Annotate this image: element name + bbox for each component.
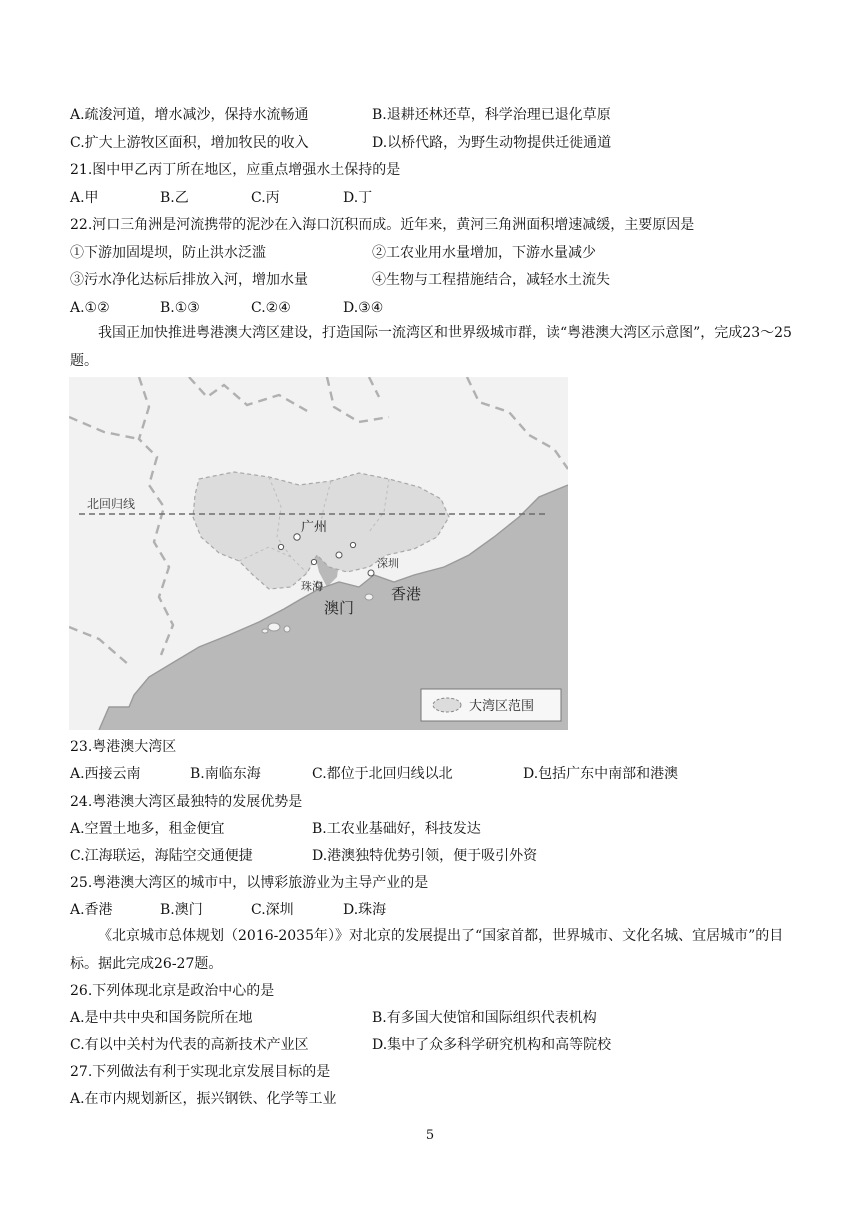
q24-option-d: D.港澳独特优势引领，便于吸引外资 [312,848,538,864]
question-21-stem: 21.图中甲乙丙丁所在地区，应重点增强水土保持的是 [70,162,401,178]
q22-option-c: C.②④ [251,300,291,316]
zhongshan-marker [311,559,316,564]
q26-option-d: D.集中了众多科学研究机构和高等院校 [372,1037,612,1053]
q24-option-c: C.江海联运，海陆空交通便捷 [70,848,253,864]
q27-option-a: A.在市内规划新区，振兴钢铁、化学等工业 [70,1091,337,1107]
shenzhen-label: 深圳 [377,557,399,570]
legend-label: 大湾区范围 [469,699,535,714]
q22-statement-1: ①下游加固堤坝，防止洪水泛滥 [70,245,266,261]
q26-option-b: B.有多国大使馆和国际组织代表机构 [372,1010,597,1026]
q21-option-d: D.丁 [343,190,373,206]
question-22-stem: 22.河口三角洲是河流携带的泥沙在入海口沉积而成。近年来，黄河三角洲面积增速减缓，主要原因是 [70,217,695,233]
q22-statement-4: ④生物与工程措施结合，减轻水土流失 [372,272,610,288]
q23-option-c: C.都位于北回归线以北 [312,766,453,782]
option-c: C.扩大上游牧区面积，增加牧民的收入 [70,135,309,151]
q26-option-c: C.有以中关村为代表的高新技术产业区 [70,1037,309,1053]
q24-option-b: B.工农业基础好，科技发达 [312,821,481,837]
q25-option-b: B.澳门 [160,902,203,918]
question-23-stem: 23.粤港澳大湾区 [70,739,177,755]
tropic-of-cancer-label: 北回归线 [87,497,136,511]
q23-option-b: B.南临东海 [190,766,261,782]
q22-option-d: D.③④ [343,300,384,316]
q25-option-d: D.珠海 [343,902,387,918]
page-number: 5 [425,1128,435,1143]
q23-option-a: A.西接云南 [70,766,141,782]
q22-statement-2: ②工农业用水量增加，下游水量减少 [372,245,596,261]
option-a: A.疏浚河道，增水减沙，保持水流畅通 [70,107,309,123]
option-b: B.退耕还林还草，科学治理已退化草原 [372,107,611,123]
q24-option-a: A.空置土地多，租金便宜 [70,821,225,837]
greater-bay-area-map [69,377,568,730]
shenzhen-marker [368,570,374,576]
q23-option-d: D.包括广东中南部和港澳 [523,766,679,782]
q21-option-b: B.乙 [160,190,189,206]
question-25-stem: 25.粤港澳大湾区的城市中，以博彩旅游业为主导产业的是 [70,875,429,891]
dongguan-marker [336,552,342,558]
q21-option-a: A.甲 [70,190,99,206]
guangzhou-marker [294,534,300,540]
foshan-marker [278,544,283,549]
q21-option-c: C.丙 [251,190,280,206]
huizhou-marker [350,542,355,547]
hongkong-label: 香港 [391,585,422,603]
intro-greater-bay-area: 我国正加快推进粤港澳大湾区建设，打造国际一流湾区和世界级城市群，读“粤港澳大湾区示意图”，完成23～25题。 [70,325,792,369]
zhuhai-label: 珠海 [301,580,323,593]
q22-option-b: B.①③ [160,300,200,316]
macau-label: 澳门 [324,599,355,617]
option-d: D.以桥代路，为野生动物提供迁徙通道 [372,135,612,151]
q25-option-a: A.香港 [70,902,113,918]
guangzhou-label: 广州 [301,520,328,535]
question-24-stem: 24.粤港澳大湾区最独特的发展优势是 [70,794,303,810]
q22-statement-3: ③污水净化达标后排放入河，增加水量 [70,272,308,288]
q26-option-a: A.是中共中央和国务院所在地 [70,1010,253,1026]
q25-option-c: C.深圳 [251,902,294,918]
intro-beijing-plan: 《北京城市总体规划（2016-2035年）》对北京的发展提出了“国家首都，世界城市、文化名城、宜居城市”的目标。据此完成26-27题。 [70,928,784,972]
question-26-stem: 26.下列体现北京是政治中心的是 [70,983,275,999]
legend-swatch [433,698,461,712]
q22-option-a: A.①② [70,300,110,316]
map-legend [421,689,561,721]
question-27-stem: 27.下列做法有利于实现北京发展目标的是 [70,1064,331,1080]
